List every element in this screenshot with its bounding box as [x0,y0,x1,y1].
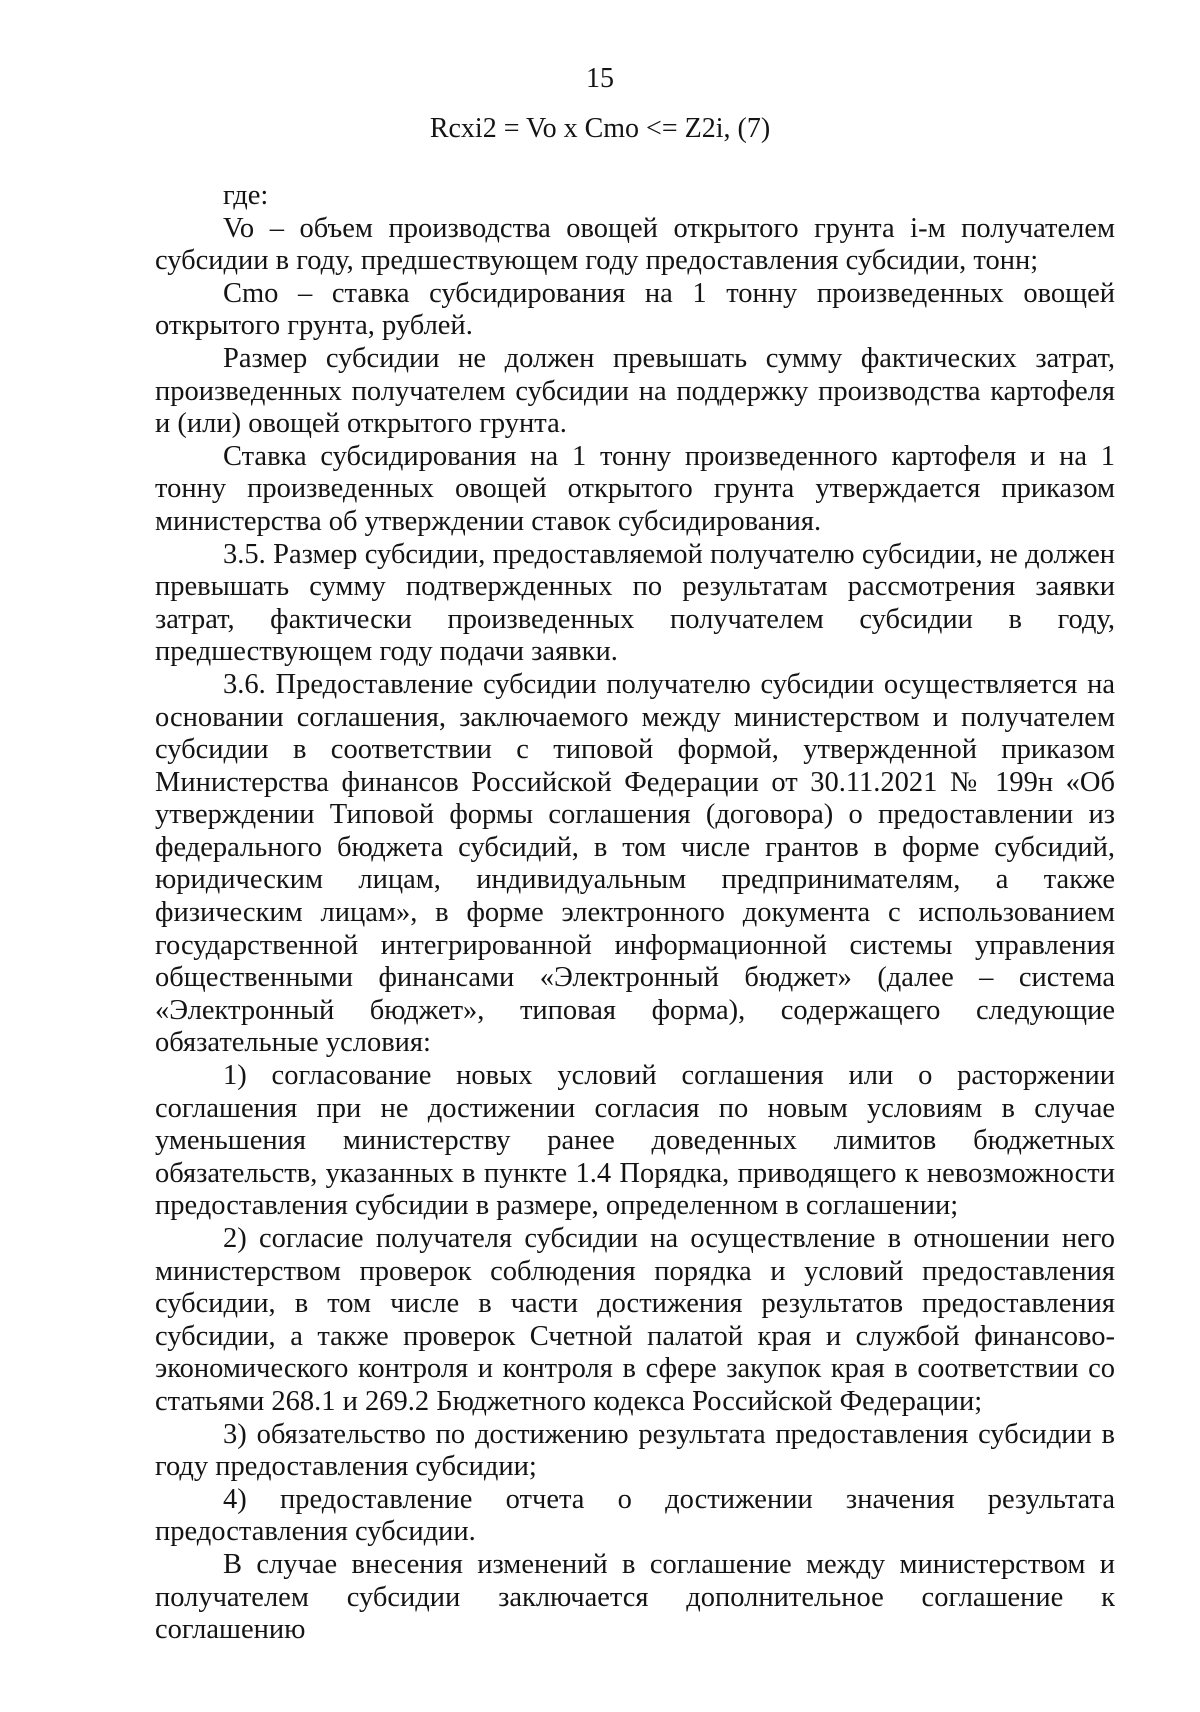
paragraph-3-5: 3.5. Размер субсидии, предоставляемой получателю субсидии, не должен превышать сумму подтвержденных по результатам рассмотрения заявки затрат, фактически произведенных получателем субсидии в году, предшествующем году подачи заявки. [155,538,1115,668]
formula: Rcxi2 = Vo x Cmo <= Z2i, (7) [429,113,771,144]
paragraph-condition-1: 1) согласование новых условий соглашения или о расторжении соглашения при не достижении согласия по новым условиям в случае уменьшения министерству ранее доведенных лимитов бюджетных обязательств, указанных в пункте 1.4 Порядка, приводящего к невозможности предоставления субсидии в размере, определенном в соглашении; [155,1060,1115,1222]
paragraph-cmo-definition: Cmo – ставка субсидирования на 1 тонну произведенных овощей открытого грунта, рублей. [155,277,1115,342]
paragraph-amendment: В случае внесения изменений в соглашение между министерством и получателем субсидии заключается дополнительное соглашение к соглашению [155,1548,1115,1646]
document-body [155,180,1115,1647]
paragraph-condition-2: 2) согласие получателя субсидии на осуществление в отношении него министерством проверок соблюдения порядка и условий предоставления субсидии, в том числе в части достижения результатов предоставления субсидии, а также проверок Счетной палатой края и службой финансово-экономического контроля и контроля в сфере закупок края в соответствии со статьями 268.1 и 269.2 Бюджетного кодекса Российской Федерации; [155,1223,1115,1417]
paragraph-vo-definition: Vo – объем производства овощей открытого грунта i-м получателем субсидии в году, предшествующем году предоставления субсидии, тонн; [155,212,1115,277]
page-number: 15 [586,63,614,94]
paragraph-condition-3: 3) обязательство по достижению результата предоставления субсидии в году предоставления субсидии; [155,1418,1115,1483]
paragraph-subsidy-limit: Размер субсидии не должен превышать сумму фактических затрат, произведенных получателем субсидии на поддержку производства картофеля и (или) овощей открытого грунта. [155,342,1115,440]
paragraph-where: где: [223,180,269,211]
paragraph-condition-4: 4) предоставление отчета о достижении значения результата предоставления субсидии. [155,1483,1115,1548]
paragraph-3-6: 3.6. Предоставление субсидии получателю субсидии осуществляется на основании соглашения, заключаемого между министерством и получателем субсидии в соответствии с типовой формой, утвержденной приказом Министерства финансов Российской Федерации от 30.11.2021 № 199н «Об утверждении Типовой формы соглашения (договора) о предоставлении из федерального бюджета субсидий, в том числе грантов в форме субсидий, юридическим лицам, индивидуальным предпринимателям, а также физическим лицам», в форме электронного документа с использованием государственной интегрированной информационной системы управления общественными финансами «Электронный бюджет» (далее – система «Электронный бюджет», типовая форма), содержащего следующие обязательные условия: [155,668,1115,1059]
paragraph-subsidy-rate: Ставка субсидирования на 1 тонну произведенного картофеля и на 1 тонну произведенных овощей открытого грунта утверждается приказом министерства об утверждении ставок субсидирования. [155,440,1115,537]
